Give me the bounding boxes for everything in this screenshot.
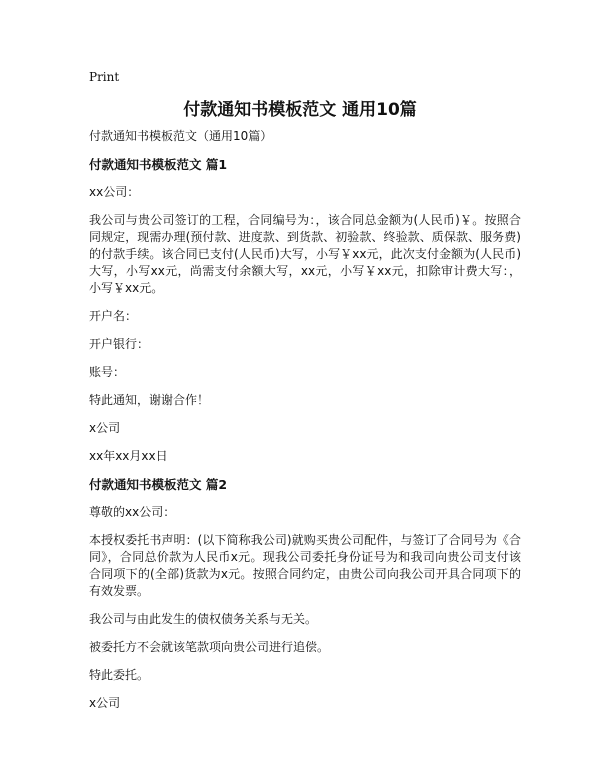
section-1-signature: x公司 [89, 421, 121, 435]
document-subtitle: 付款通知书模板范文（通用10篇） [89, 129, 273, 143]
section-1-closing: 特此通知，谢谢合作！ [89, 393, 210, 407]
section-2-paragraph: 本授权委托书声明：(以下简称我公司)就购买贵公司配件，与签订了合同号为《合同》，合同总价款为人民币x元。现我公司委托身份证号为和我司向贵公司支付该合同项下的(全部)货款为x元。按照合同约定，由贵公司向我公司开具合同项下的有效发票。 [89, 533, 521, 598]
section-1-account-name: 开户名： [89, 309, 138, 323]
section-2-salutation: 尊敬的xx公司： [89, 505, 176, 519]
section-1-account-no: 账号： [89, 365, 126, 379]
section-1-salutation: xx公司： [89, 185, 140, 199]
section-2-signature: x公司 [89, 696, 121, 710]
section-1-bank: 开户银行： [89, 337, 150, 351]
print-label: Print [89, 70, 120, 84]
section-1-date: xx年xx月xx日 [89, 449, 168, 463]
section-2-line-1: 我公司与由此发生的债权债务关系与无关。 [89, 612, 318, 626]
section-2-line-2: 被委托方不会就该笔款项向贵公司进行追偿。 [89, 640, 330, 654]
document-title: 付款通知书模板范文 通用10篇 [183, 100, 417, 120]
section-2-heading: 付款通知书模板范文 篇2 [89, 477, 228, 492]
section-1-paragraph: 我公司与贵公司签订的工程，合同编号为：，该合同总金额为(人民币)￥。按照合同规定，现需办理(预付款、进度款、到货款、初验款、终验款、质保款、服务费)的付款手续。该合同已支付(人民币)大写，小写￥xx元，此次支付金额为(人民币)大写，小写xx元，尚需支付余额大写，xx元，小写￥xx元，扣除审计费大写：，小写￥xx元。 [89, 213, 521, 295]
section-2-closing: 特此委托。 [89, 668, 150, 682]
document-body [89, 128, 521, 723]
section-1-heading: 付款通知书模板范文 篇1 [89, 157, 228, 172]
